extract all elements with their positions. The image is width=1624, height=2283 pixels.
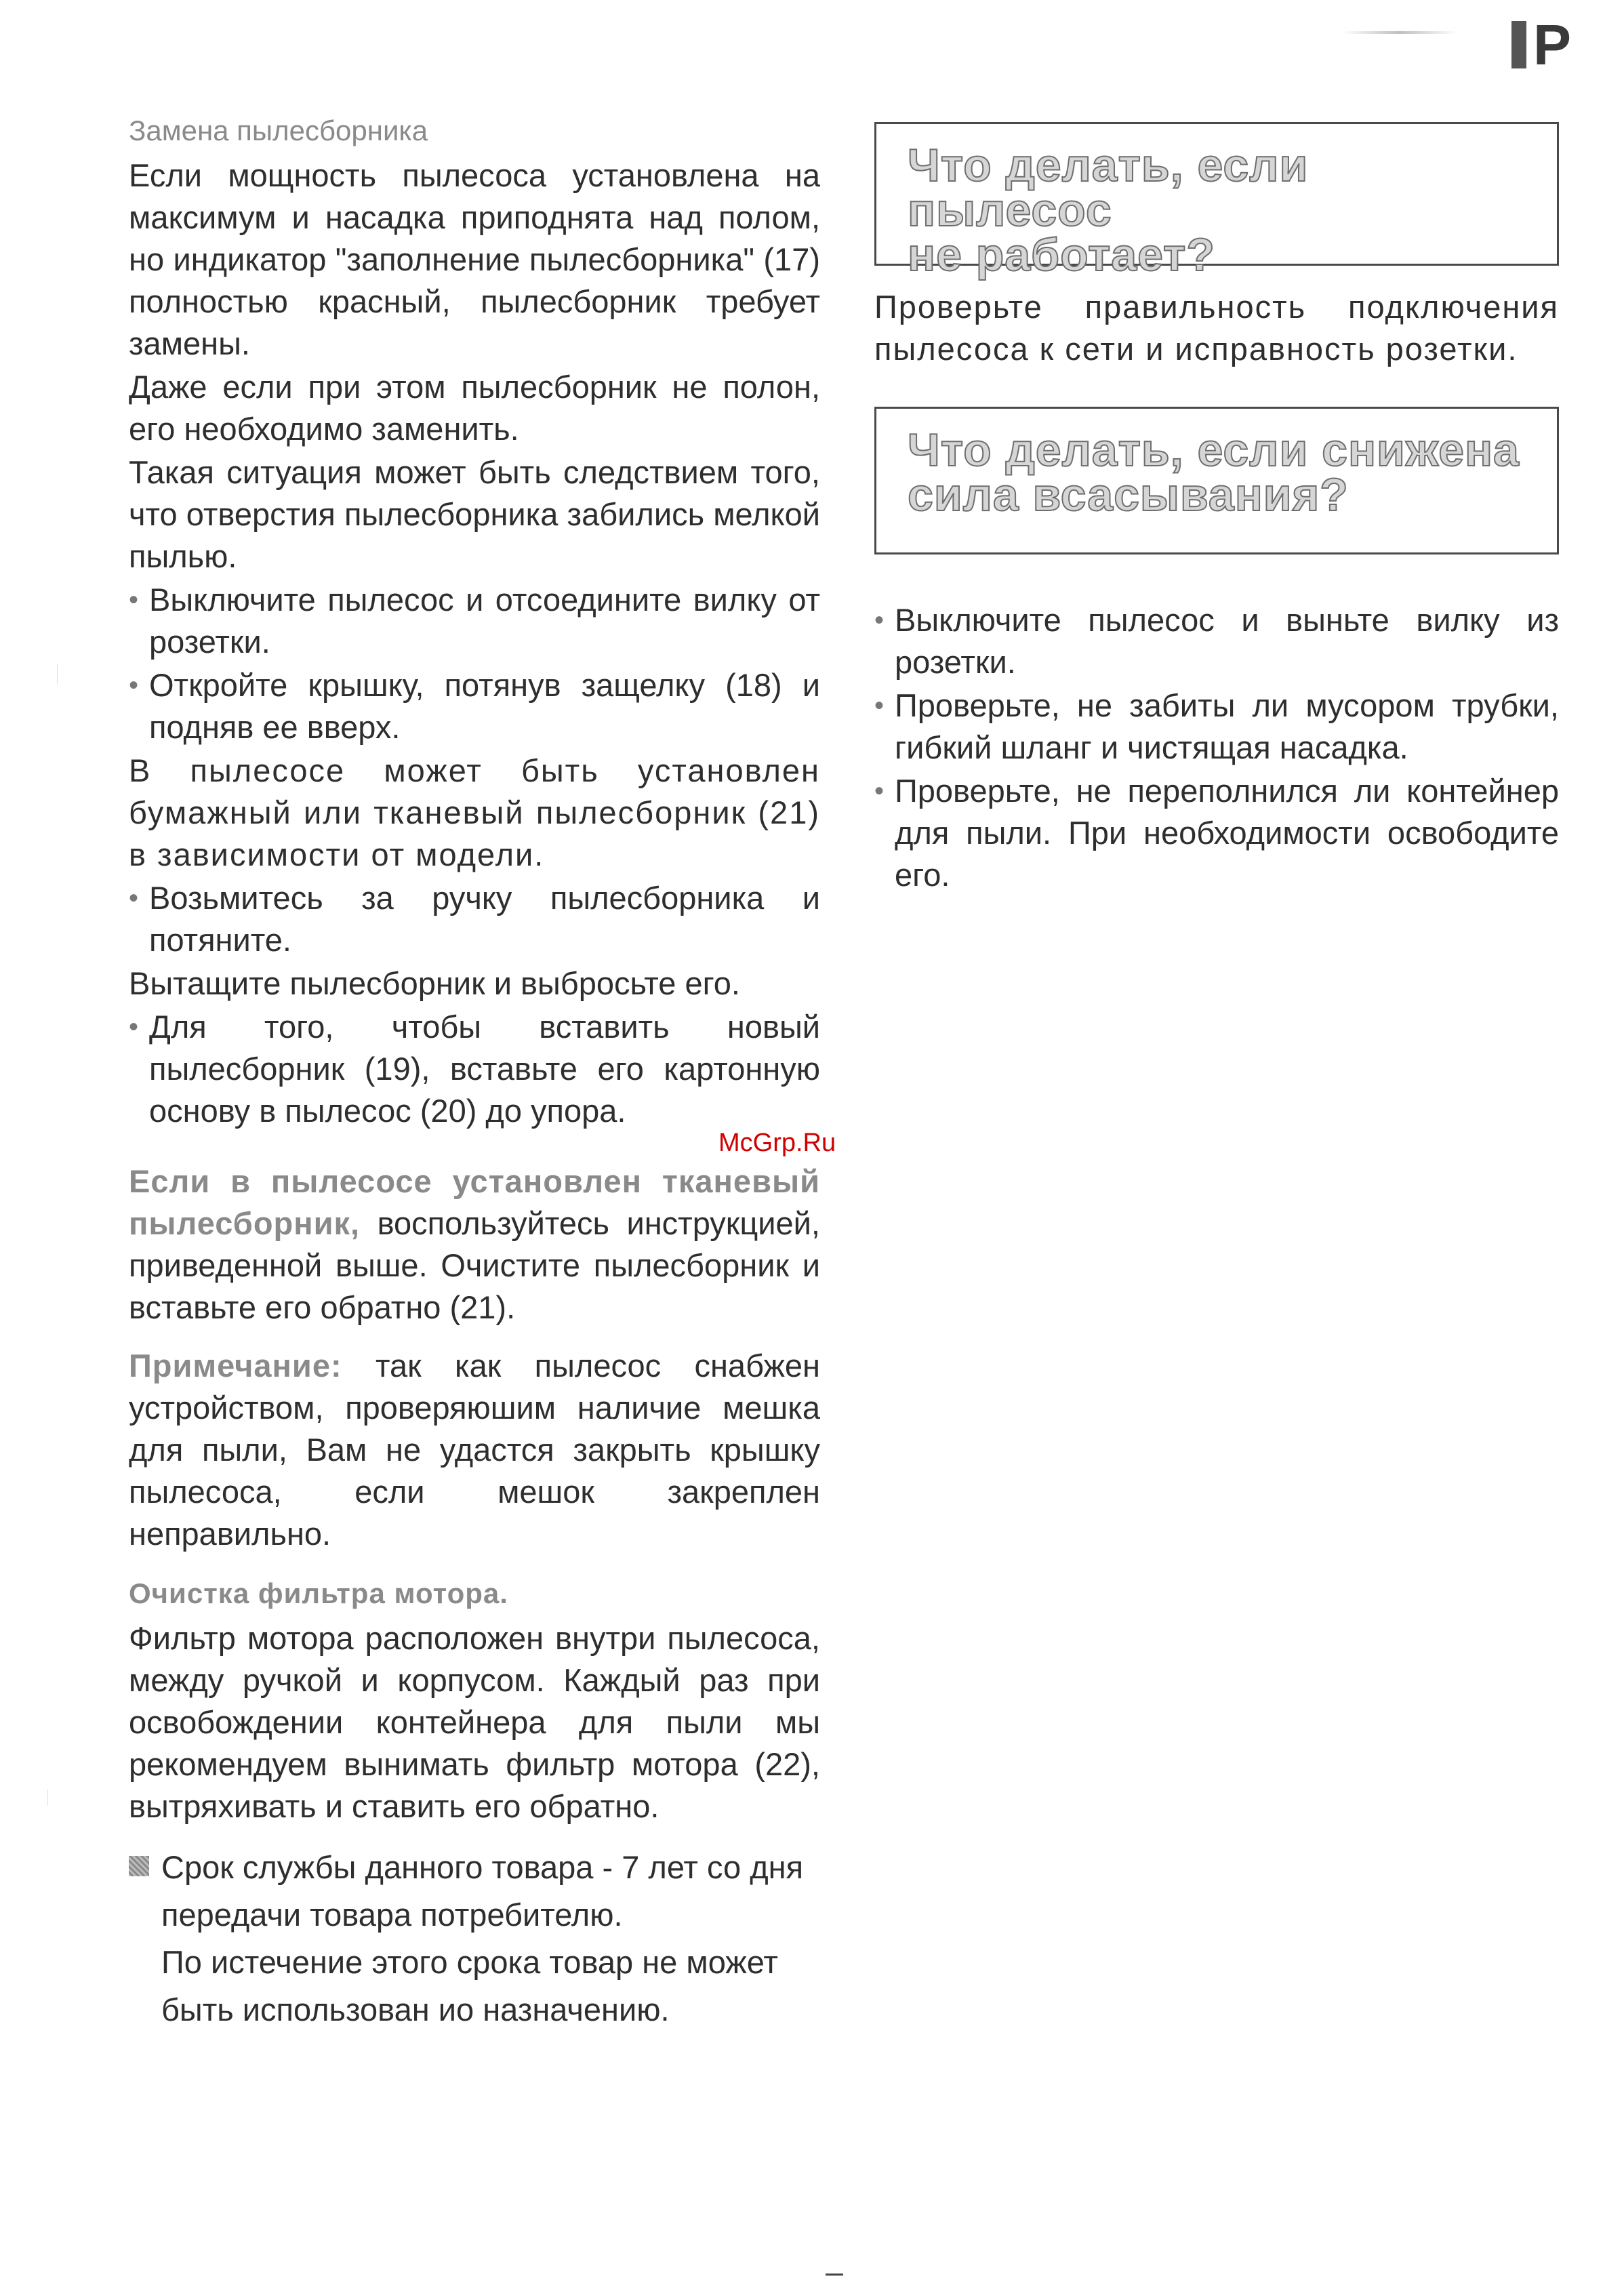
paragraph: Такая ситуация может быть следствием того, что отверстия пылесборника забились мелкой пылью. <box>129 454 820 574</box>
bullet-item <box>874 770 1559 896</box>
square-bullet-icon <box>129 1856 149 1876</box>
bullet-text: Выключите пылесос и выньте вилку из розетки. <box>895 602 1559 680</box>
left-column <box>129 108 820 2034</box>
language-code: P <box>1532 13 1574 77</box>
section-title-bag-replacement: Замена пылесборника <box>129 115 428 146</box>
watermark: McGrp.Ru <box>718 1129 836 1157</box>
bullet-text: Проверьте, не переполнился ли контейнер для пыли. При необходимости освободите его. <box>895 773 1559 893</box>
bullet-dot: • <box>129 585 139 615</box>
bullet-text: Для того, чтобы вставить новый пылесборник (19), вставьте его картонную основу в пылесос (20) до упора. <box>149 1009 820 1129</box>
bullet-item <box>129 877 820 961</box>
bullet-text: Возьмитесь за ручку пылесборника и потяните. <box>149 880 820 958</box>
box-title-line: сила всасывания? <box>908 469 1349 521</box>
bullet-dot: • <box>129 883 139 913</box>
paragraph: Если мощность пылесоса установлена на максимум и насадка приподнята над полом, но индикатор "заполнение пылесборника" (17) полностью красный, пылесборник требует замены. <box>129 157 820 361</box>
service-line: Срок службы данного товара - 7 лет со дня <box>161 1849 804 1885</box>
bullet-item <box>129 664 820 748</box>
box-title-line: Что делать, если пылесос <box>908 140 1309 236</box>
paragraph: Даже если при этом пылесборник не полон, его необходимо заменить. <box>129 369 820 447</box>
right-column <box>874 122 1559 897</box>
bullet-dot: • <box>129 670 139 700</box>
bullet-item <box>129 1006 820 1132</box>
section-title-motor-filter <box>129 1574 820 1613</box>
service-line: быть использован ио назначению. <box>161 1992 670 2027</box>
note-text: так как пылесос снабжен устройством, проверяюшим наличие мешка для пыли, Вам не удастся закрыть крышку пылесоса, если мешок закреплен неправильно. <box>129 1348 820 1552</box>
spacer <box>129 1330 820 1345</box>
spacer <box>129 1829 820 1844</box>
service-life-note <box>129 1844 820 2034</box>
spacer <box>129 1133 820 1160</box>
paragraph: В пылесосе может быть установлен бумажный или тканевый пылесборник (21) в зависимости от модели. <box>129 752 820 872</box>
bullet-dot: • <box>874 605 885 635</box>
box-title-line: Что делать, если снижена <box>908 424 1520 476</box>
scan-artifact <box>57 664 58 685</box>
language-tab <box>1472 13 1574 77</box>
service-line: По истечение этого срока товар не может <box>161 1944 778 1980</box>
heading-box-not-working <box>874 122 1559 281</box>
bullet-item <box>874 599 1559 683</box>
paragraph-note <box>129 1345 820 1555</box>
box-title-line: не работает? <box>908 229 1215 281</box>
paragraph: Проверьте правильность подключения пылесоса к сети и исправность розетки. <box>874 289 1559 367</box>
bullet-item <box>129 579 820 663</box>
bullet-item <box>874 685 1559 769</box>
note-label: Примечание: <box>129 1348 342 1383</box>
scan-artifact <box>47 1790 48 1806</box>
paragraph: Вытащите пылесборник и выбросьте его. <box>129 965 740 1001</box>
spacer <box>874 575 1559 599</box>
spacer <box>129 1556 820 1571</box>
bullet-text: Выключите пылесос и отсоедините вилку от розетки. <box>149 582 820 660</box>
scan-streak <box>1342 31 1457 34</box>
motor-filter-title: Очистка фильтра мотора. <box>129 1577 508 1609</box>
bullet-dot: • <box>874 776 885 806</box>
language-tab-bar <box>1511 21 1526 68</box>
bullet-dot: • <box>874 691 885 721</box>
bullet-text: Откройте крышку, потянув защелку (18) и подняв ее вверх. <box>149 667 820 745</box>
paragraph-cloth-bag <box>129 1160 820 1329</box>
heading-box-low-suction <box>874 407 1559 554</box>
bullet-dot: • <box>129 1012 139 1042</box>
service-line: передачи товара потребителю. <box>161 1897 623 1933</box>
paragraph: Фильтр мотора расположен внутри пылесоса, между ручкой и корпусом. Каждый раз при освобождении контейнера для пыли мы рекомендуем вынимать фильтр мотора (22), вытряхивать и ставить его обратно. <box>129 1620 820 1824</box>
cloth-bag-lead: Если в пылесосе установлен тканевый пылесборник, <box>129 1163 820 1241</box>
bullet-text: Проверьте, не забиты ли мусором трубки, гибкий шланг и чистящая насадка. <box>895 687 1559 765</box>
cloth-bag-text: воспользуйтесь инструкцией, приведенной выше. Очистите пылесборник и вставьте его обратно (21). <box>129 1205 820 1325</box>
page-bottom-mark <box>826 2274 843 2276</box>
